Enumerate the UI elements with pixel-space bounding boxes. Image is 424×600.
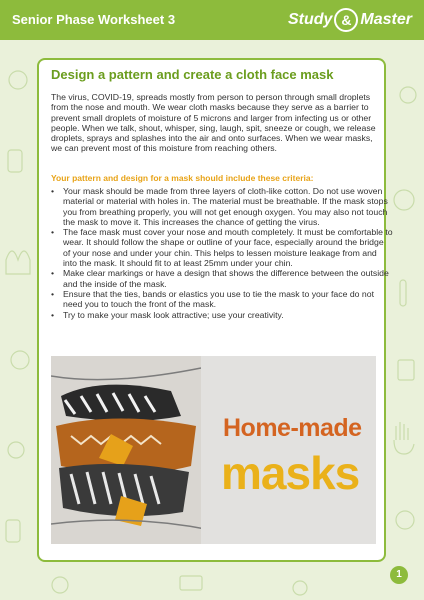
lungs-icon — [6, 251, 30, 274]
virus-icon — [394, 190, 414, 210]
virus-icon — [400, 87, 416, 103]
sanitizer-icon — [8, 150, 22, 172]
sanitizer-icon — [6, 520, 20, 542]
criteria-item: • Your mask should be made from three layers of cloth-like cotton. Do not use woven material or material with holes in. The material must be breathable. If the mask stops you from breathing properly, you will not get enough oxygen. You may also not touch the mask to move it. This increases the chance of getting the virus. — [63, 186, 393, 227]
masks-photo — [51, 356, 376, 544]
criteria-heading: Your pattern and design for a mask should include these criteria: — [51, 173, 314, 183]
virus-icon — [11, 351, 29, 369]
photo-word: masks — [221, 447, 360, 499]
hand-icon — [394, 422, 414, 454]
brand-logo: Study & Master — [288, 8, 412, 32]
virus-icon — [9, 71, 27, 89]
fabric-masks-illustration — [51, 356, 211, 544]
criteria-list — [51, 186, 393, 320]
activity-title: Design a pattern and create a cloth face mask — [51, 67, 334, 82]
first-aid-icon — [180, 576, 202, 590]
worksheet-title: Senior Phase Worksheet 3 — [12, 12, 176, 27]
criteria-item: • The face mask must cover your nose and mouth completely. It must be comfortable to wear. It should follow the shape or outline of your face, especially around the bridge of your nose and under your chin. This helps to lessen moisture leakage from and into the mask. It should fit to at least 25mm under your chin. — [63, 227, 393, 268]
virus-icon — [396, 511, 414, 529]
criteria-item: • Ensure that the ties, bands or elastics you use to tie the mask to your face do not need you to touch the front of the mask. — [63, 289, 393, 310]
intro-paragraph: The virus, COVID-19, spreads mostly from person to person through small droplets from the nose and mouth. We wear cloth masks because they serve as a barrier to prevent small droplets of moisture of 5 microns and larger from infecting us or other people. When we talk, shout, whisper, sing, laugh, spit, sneeze or cough, we release droplets, sprays and splashes into the air and onto surfaces. When we wear masks, we can prevent most of this moisture from reaching others. — [51, 92, 376, 154]
thermometer-icon — [400, 280, 406, 306]
criteria-item: • Try to make your mask look attractive; use your creativity. — [63, 310, 393, 320]
header-bar — [0, 0, 424, 40]
criteria-item: • Make clear markings or have a design that shows the difference between the outside and the inside of the mask. — [63, 268, 393, 289]
virus-icon — [52, 577, 68, 593]
virus-icon — [8, 442, 24, 458]
page-number: 1 — [390, 566, 408, 584]
photo-title: Home-made — [223, 414, 362, 442]
content-card — [37, 58, 393, 562]
virus-icon — [293, 581, 307, 595]
microscope-icon — [398, 360, 414, 380]
